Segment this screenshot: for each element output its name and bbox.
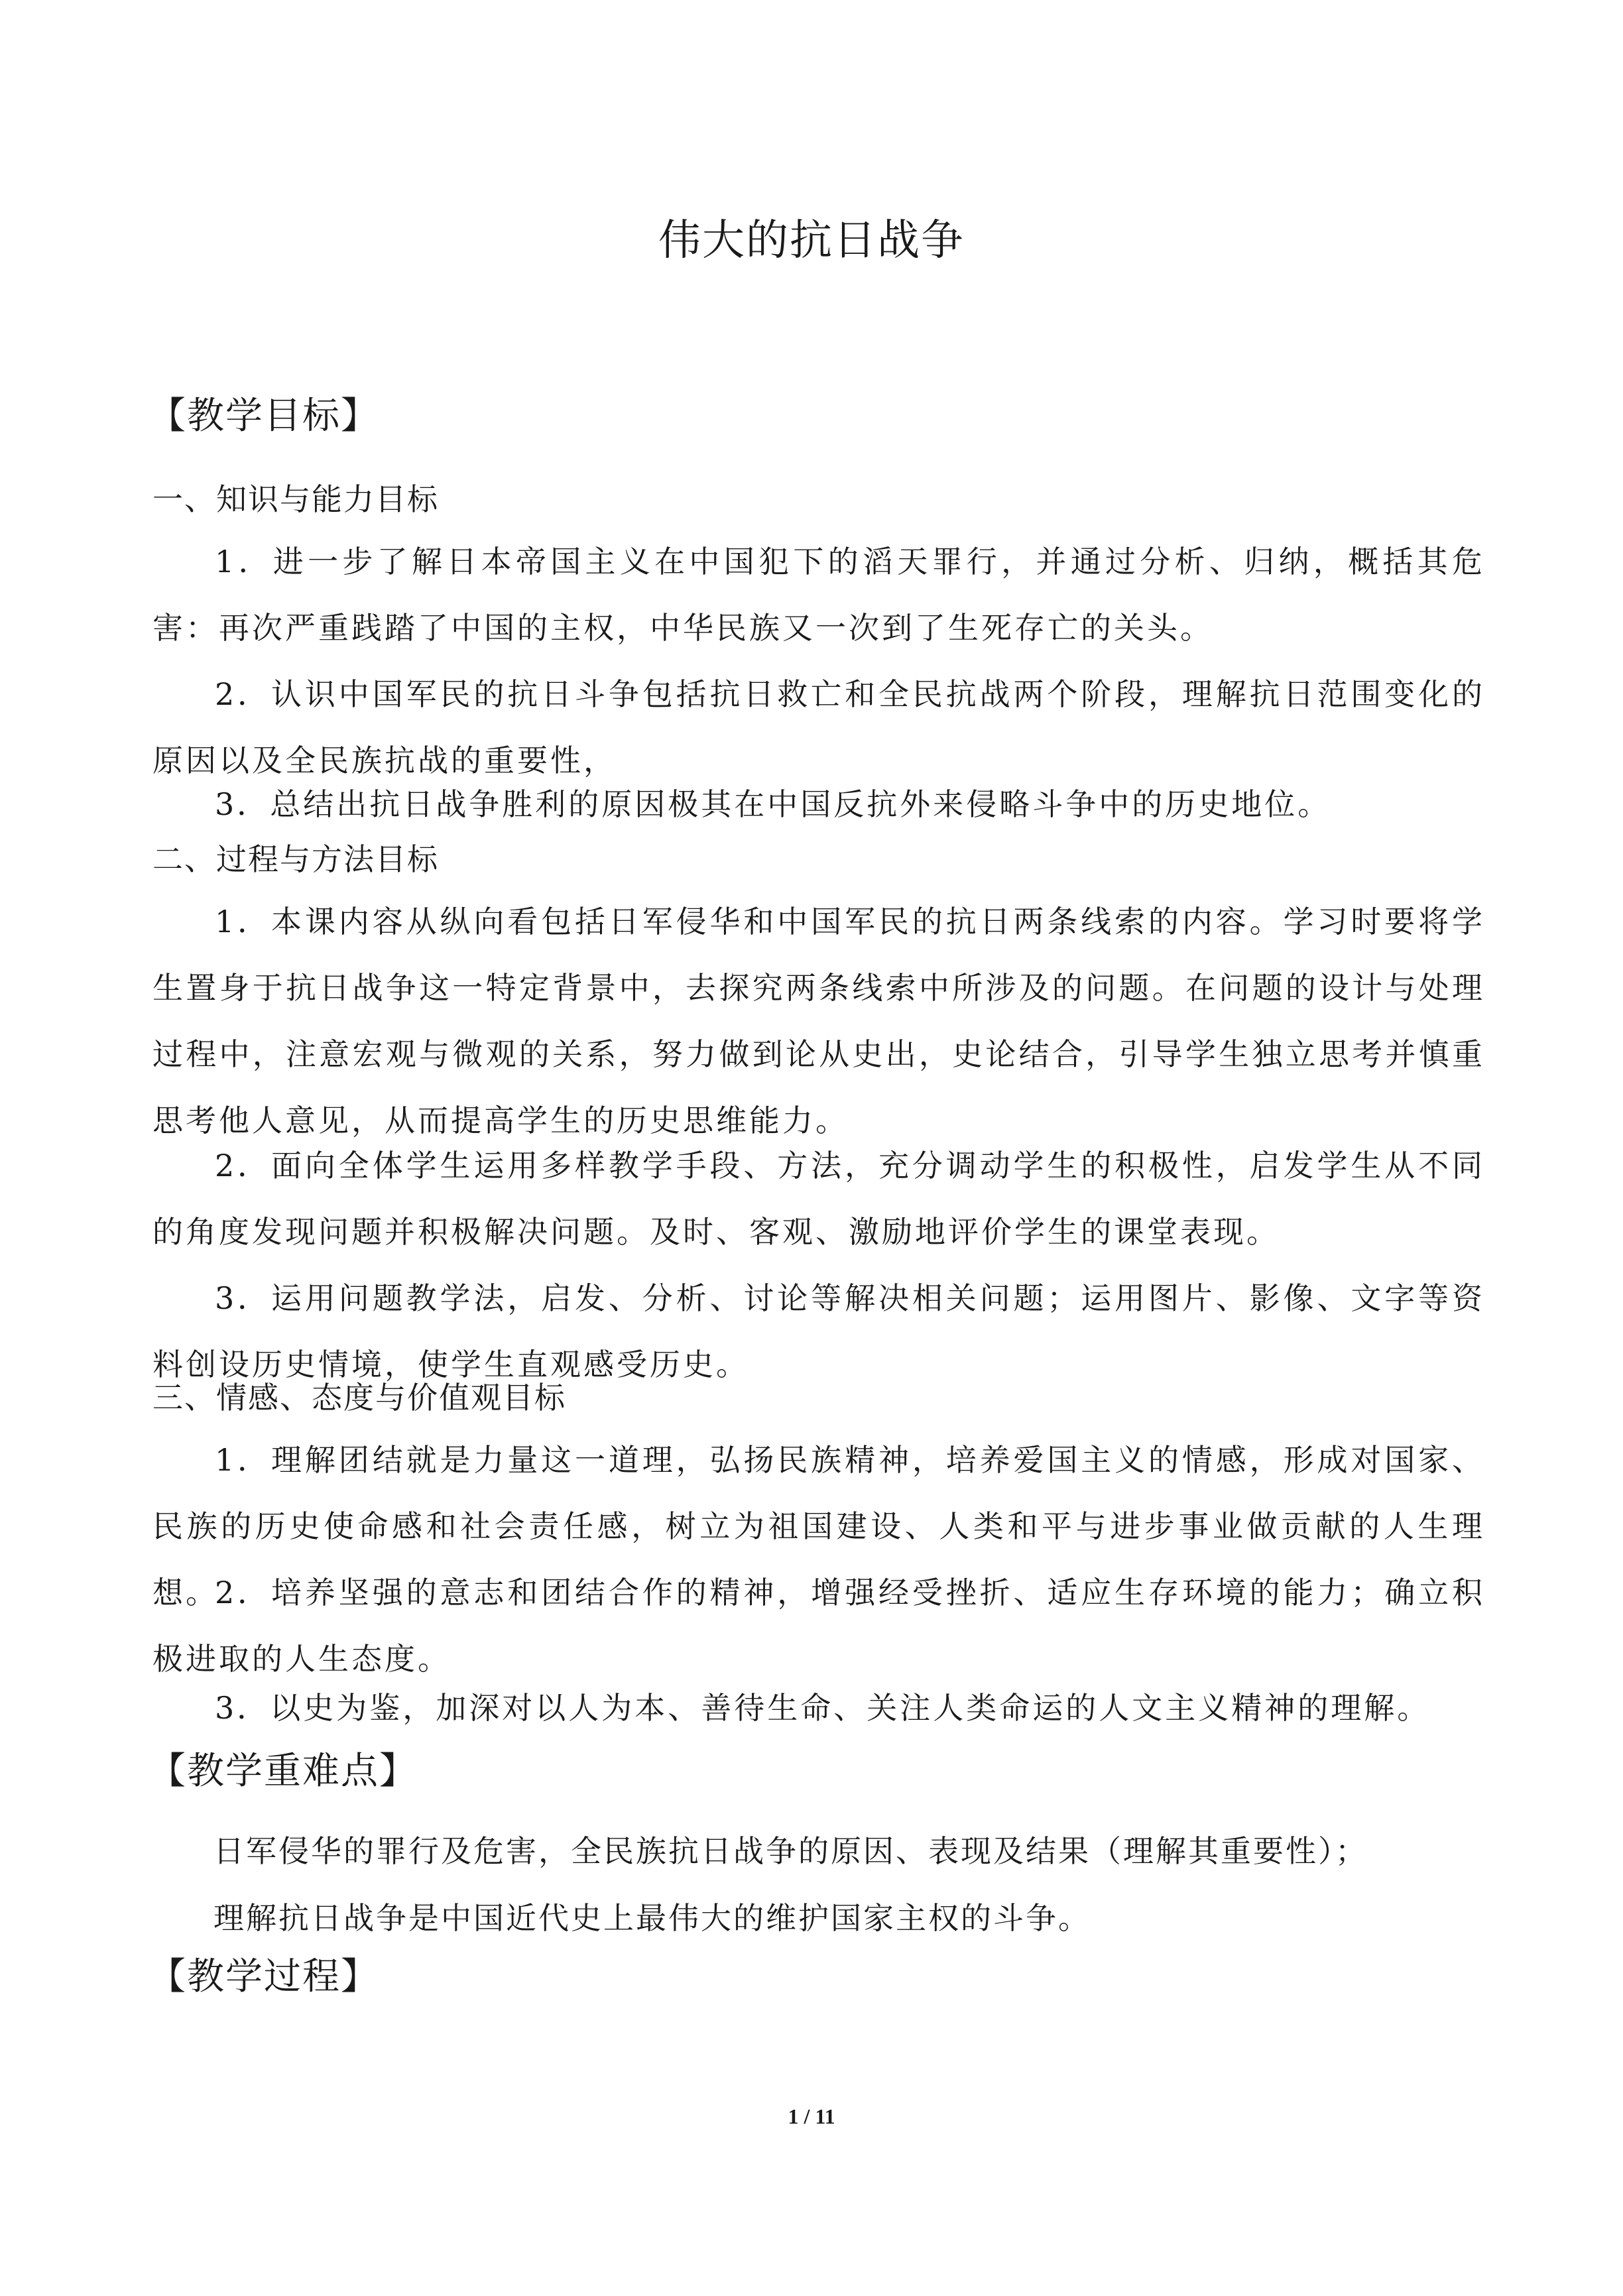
process-item-3: 3．运用问题教学法，启发、分析、讨论等解决相关问题；运用图片、影像、文字等资料创设历史情境，使学生直观感受历史。: [152, 1280, 1485, 1382]
knowledge-item-2: 2．认识中国军民的抗日斗争包括抗日救亡和全民抗战两个阶段，理解抗日范围变化的原因以及全民族抗战的重要性，: [152, 676, 1485, 778]
values-item-1: 1．理解团结就是力量这一道理，弘扬民族精神，培养爱国主义的情感，形成对国家、民族的历史使命感和社会责任感，树立为祖国建设、人类和平与进步事业做贡献的人生理想。: [152, 1442, 1485, 1610]
process-item-2: 2．面向全体学生运用多样教学手段、方法，充分调动学生的积极性，启发学生从不同的角度发现问题并积极解决问题。及时、客观、激励地评价学生的课堂表现。: [152, 1148, 1485, 1250]
subheading-knowledge: 一、知识与能力目标: [152, 481, 439, 517]
section-heading-key-points: 【教学重难点】: [149, 1750, 418, 1793]
knowledge-item-1: 1．进一步了解日本帝国主义在中国犯下的滔天罪行，并通过分析、归纳，概括其危害：再次严重践踏了中国的主权，中华民族又一次到了生死存亡的关头。: [152, 544, 1485, 646]
knowledge-item-3: 3．总结出抗日战争胜利的原因极其在中国反抗外来侵略斗争中的历史地位。: [215, 786, 1331, 822]
key-point-2: 理解抗日战争是中国近代史上最伟大的维护国家主权的斗争。: [213, 1900, 1091, 1936]
section-heading-objectives: 【教学目标】: [149, 394, 379, 438]
subheading-values: 三、情感、态度与价值观目标: [152, 1380, 566, 1416]
key-point-1: 日军侵华的罪行及危害，全民族抗日战争的原因、表现及结果（理解其重要性）；: [213, 1833, 1368, 1869]
page-number: 1 / 11: [788, 2104, 835, 2128]
section-heading-teaching-process: 【教学过程】: [149, 1955, 379, 1998]
process-item-1: 1．本课内容从纵向看包括日军侵华和中国军民的抗日两条线索的内容。学习时要将学生置身于抗日战争这一特定背景中，去探究两条线索中所涉及的问题。在问题的设计与处理过程中，注意宏观与微观的关系，努力做到论从史出，史论结合，引导学生独立思考并慎重思考他人意见，从而提高学生的历史思维能力。: [152, 904, 1485, 1138]
values-item-3: 3．以史为鉴，加深对以人为本、善待生命、关注人类命运的人文主义精神的理解。: [215, 1690, 1431, 1726]
document-title: 伟大的抗日战争: [658, 216, 965, 265]
values-item-2: 2．培养坚强的意志和团结合作的精神，增强经受挫折、适应生存环境的能力；确立积极进取的人生态度。: [152, 1575, 1485, 1677]
subheading-process: 二、过程与方法目标: [152, 841, 439, 877]
